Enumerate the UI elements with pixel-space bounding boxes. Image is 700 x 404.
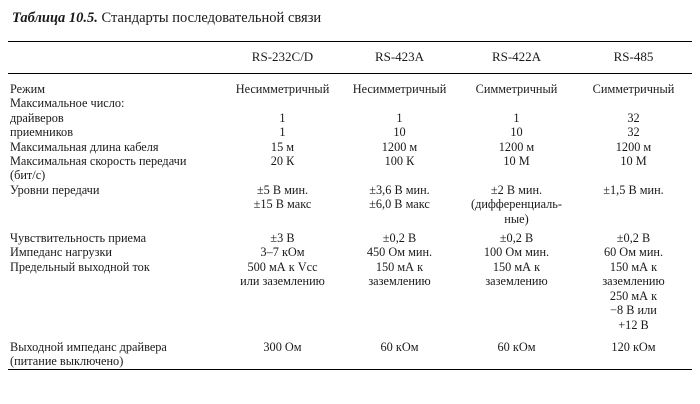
table-row	[8, 274, 692, 288]
header-rs232cd: RS-232C/D	[251, 49, 314, 64]
cell-empty	[341, 212, 458, 226]
cell-sens-rs232: ±3 В	[270, 231, 295, 246]
cell-drivers-rs485: 32	[627, 110, 640, 125]
cell-empty	[341, 354, 458, 369]
table-row	[8, 96, 692, 110]
cell-levels-rs422: ±2 В мин.	[490, 182, 543, 197]
cell-empty	[224, 303, 341, 317]
cell-empty	[458, 168, 575, 182]
cell-levels-note-rs422: (дифференциаль-	[470, 197, 562, 212]
header-rs485: RS-485	[613, 49, 654, 64]
cell-current-rs423: 150 мА к	[375, 259, 424, 274]
cell-empty	[575, 354, 692, 369]
cell-speed-rs232: 20 К	[270, 154, 295, 169]
header-rs422a: RS-422A	[491, 49, 542, 64]
cell-empty	[224, 212, 341, 226]
cell-outimp-rs422: 60 кОм	[497, 339, 536, 354]
cell-receivers-rs423: 10	[393, 125, 406, 140]
cell-empty	[224, 96, 341, 110]
cell-empty	[341, 303, 458, 317]
table-row	[8, 140, 692, 154]
cell-levels-max-rs423: ±6,0 В макс	[369, 197, 430, 212]
table-row	[8, 245, 692, 259]
table-row	[8, 260, 692, 274]
header-corner-cell	[8, 42, 224, 74]
row-label-drivers: драйверов	[10, 110, 64, 125]
cell-current2-rs232: или заземлению	[240, 274, 325, 289]
table-row	[8, 74, 692, 96]
cell-load-rs423: 450 Ом мин.	[366, 245, 433, 260]
cell-cable-rs422: 1200 м	[498, 139, 535, 154]
cell-current-rs485: 150 мА к	[609, 259, 658, 274]
cell-load-rs232: 3–7 кОм	[260, 245, 305, 260]
header-rs423a: RS-423A	[374, 49, 425, 64]
table-row	[8, 303, 692, 317]
cell-levels-rs423: ±3,6 В мин.	[369, 182, 430, 197]
cell-speed-rs423: 100 К	[384, 154, 415, 169]
cell-outimp-rs423: 60 кОм	[380, 339, 419, 354]
cell-empty	[341, 96, 458, 110]
cell-sens-rs485: ±0,2 В	[616, 231, 651, 246]
serial-standards-table	[8, 41, 692, 370]
cell-mode-rs485: Симметричный	[592, 82, 675, 96]
cell-empty	[575, 197, 692, 211]
cell-load-rs422: 100 Ом мин.	[483, 245, 550, 260]
cell-receivers-rs485: 32	[627, 125, 640, 140]
table-row	[8, 125, 692, 139]
table-bottom-rule	[8, 369, 692, 370]
cell-empty	[224, 168, 341, 182]
row-label-continuation	[8, 303, 224, 317]
cell-levels-rs232: ±5 В мин.	[256, 182, 309, 197]
cell-current4-rs485: −8 В или	[610, 303, 657, 318]
row-label-continuation	[8, 289, 224, 303]
cell-drivers-rs422: 1	[513, 110, 520, 125]
cell-receivers-rs232: 1	[279, 125, 286, 140]
cell-current2-rs422: заземлению	[485, 274, 548, 289]
cell-empty	[341, 289, 458, 303]
row-label-max-speed: Максимальная скорость передачи	[10, 154, 187, 169]
row-label-continuation	[8, 274, 224, 288]
cell-speed-rs485: 10 М	[620, 154, 647, 169]
row-label-power-off-note: (питание выключено)	[10, 354, 124, 369]
cell-empty	[458, 318, 575, 332]
table-row	[8, 154, 692, 168]
table-row	[8, 226, 692, 245]
cell-empty	[341, 168, 458, 182]
cell-levels-note2-rs422: ные)	[504, 211, 529, 226]
row-label-max-number: Максимальное число:	[10, 96, 125, 111]
cell-drivers-rs423: 1	[396, 110, 403, 125]
row-label-load-impedance: Импеданс нагрузки	[10, 245, 112, 260]
table-header-row	[8, 42, 692, 74]
table-caption	[8, 0, 692, 27]
row-label-continuation	[8, 318, 224, 332]
cell-sens-rs423: ±0,2 В	[382, 231, 417, 246]
cell-empty	[458, 303, 575, 317]
cell-empty	[224, 354, 341, 369]
cell-empty	[575, 96, 692, 110]
table-row	[8, 318, 692, 332]
cell-current3-rs485: 250 мА к	[609, 288, 658, 303]
cell-levels-max-rs232: ±15 В макс	[253, 197, 312, 212]
table-row	[8, 111, 692, 125]
cell-levels-rs485: ±1,5 В мин.	[603, 182, 664, 197]
cell-current2-rs485: заземлению	[602, 274, 665, 289]
cell-empty	[575, 212, 692, 226]
row-label-driver-output-impedance: Выходной импеданс драйвера	[10, 339, 167, 354]
cell-speed-rs422: 10 М	[503, 154, 530, 169]
cell-mode-rs423: Несимметричный	[352, 82, 447, 96]
row-label-transmit-levels: Уровни передачи	[10, 182, 100, 197]
cell-outimp-rs232: 300 Ом	[263, 339, 302, 354]
table-row	[8, 212, 692, 226]
cell-empty	[458, 354, 575, 369]
cell-mode-rs232: Несимметричный	[235, 82, 330, 96]
row-label-receivers: приемников	[10, 125, 74, 140]
cell-drivers-rs232: 1	[279, 110, 286, 125]
cell-sens-rs422: ±0,2 В	[499, 231, 534, 246]
row-label-max-cable-length: Максимальная длина кабеля	[10, 139, 159, 154]
table-row	[8, 332, 692, 354]
cell-load-rs485: 60 Ом мин.	[603, 245, 664, 260]
cell-cable-rs423: 1200 м	[381, 139, 418, 154]
cell-empty	[575, 168, 692, 182]
cell-empty	[341, 318, 458, 332]
caption-text: Стандарты последовательной связи	[101, 10, 322, 26]
row-label-mode: Режим	[10, 82, 45, 96]
row-label-speed-units: (бит/с)	[10, 168, 46, 183]
cell-cable-rs232: 15 м	[270, 139, 295, 154]
cell-empty	[458, 96, 575, 110]
cell-outimp-rs485: 120 кОм	[611, 339, 656, 354]
row-label-max-output-current: Предельный выходной ток	[10, 259, 150, 274]
cell-current-rs232: 500 мА к Vcc	[247, 259, 318, 274]
cell-cable-rs485: 1200 м	[615, 139, 652, 154]
cell-current5-rs485: +12 В	[618, 317, 649, 332]
table-row	[8, 354, 692, 369]
caption-label: Таблица 10.5.	[12, 10, 98, 26]
table-row	[8, 183, 692, 197]
cell-empty	[458, 289, 575, 303]
cell-receivers-rs422: 10	[510, 125, 523, 140]
cell-current2-rs423: заземлению	[368, 274, 431, 289]
row-label-continuation	[8, 197, 224, 211]
table-row	[8, 197, 692, 211]
cell-empty	[224, 289, 341, 303]
row-label-continuation	[8, 212, 224, 226]
cell-empty	[224, 318, 341, 332]
table-row	[8, 289, 692, 303]
cell-current-rs422: 150 мА к	[492, 259, 541, 274]
row-label-receive-sensitivity: Чувствительность приема	[10, 231, 147, 246]
cell-mode-rs422: Симметричный	[475, 82, 558, 96]
table-row	[8, 168, 692, 182]
